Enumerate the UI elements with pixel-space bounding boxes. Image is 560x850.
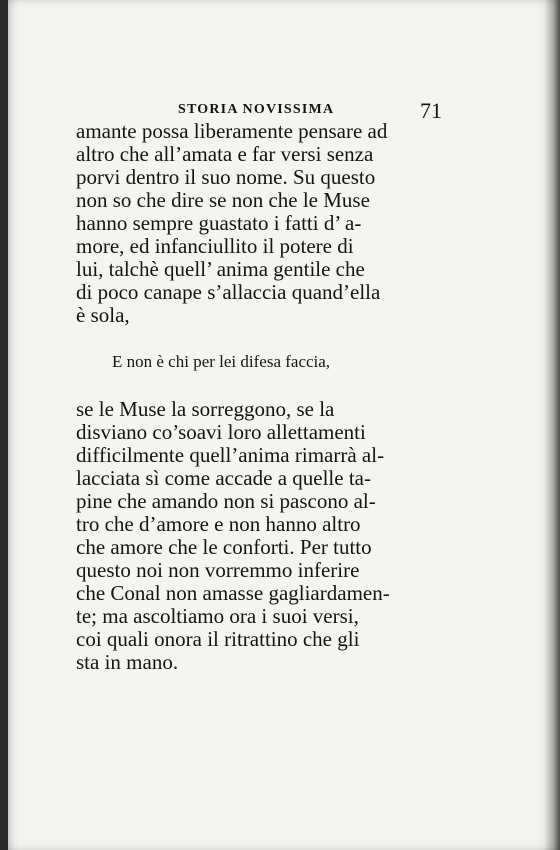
text-line: te; ma ascoltiamo ora i suoi versi, (76, 604, 359, 628)
text-line: lacciata sì come accade a quelle ta- (76, 466, 371, 490)
text-line: altro che all’amata e far versi senza (76, 142, 374, 166)
text-line: di poco canape s’allaccia quand’ella (76, 280, 381, 304)
text-line: se le Muse la sorreggono, se la (76, 397, 335, 421)
text-line: lui, talchè quell’ anima gentile che (76, 257, 365, 281)
paragraph-2 (76, 398, 454, 674)
text-line: che amore che le conforti. Per tutto (76, 535, 372, 559)
text-line: questo noi non vorremmo inferire (76, 558, 360, 582)
paragraph-1 (76, 120, 454, 327)
book-page (8, 0, 560, 850)
text-line: pine che amando non si pascono al- (76, 489, 376, 513)
running-head-title: STORIA NOVISSIMA (178, 102, 335, 117)
text-line: hanno sempre guastato i fatti d’ a- (76, 211, 362, 235)
text-line: coi quali onora il ritrattino che gli (76, 627, 360, 651)
text-line: amante possa liberamente pensare ad (76, 119, 388, 143)
text-line: difficilmente quell’anima rimarrà al- (76, 443, 385, 467)
text-line: sta in mano. (76, 650, 179, 674)
text-line: more, ed infanciullito il potere di (76, 234, 354, 258)
verse-quotation: E non è chi per lei difesa faccia, (112, 352, 331, 371)
text-line: porvi dentro il suo nome. Su questo (76, 165, 376, 189)
text-line: tro che d’amore e non hanno altro (76, 512, 361, 536)
text-line: è sola, (76, 303, 130, 327)
text-line: che Conal non amasse gagliardamen- (76, 581, 390, 605)
page-number: 71 (420, 98, 442, 123)
text-line: non so che dire se non che le Muse (76, 188, 370, 212)
text-line: disviano co’soavi loro allettamenti (76, 420, 366, 444)
